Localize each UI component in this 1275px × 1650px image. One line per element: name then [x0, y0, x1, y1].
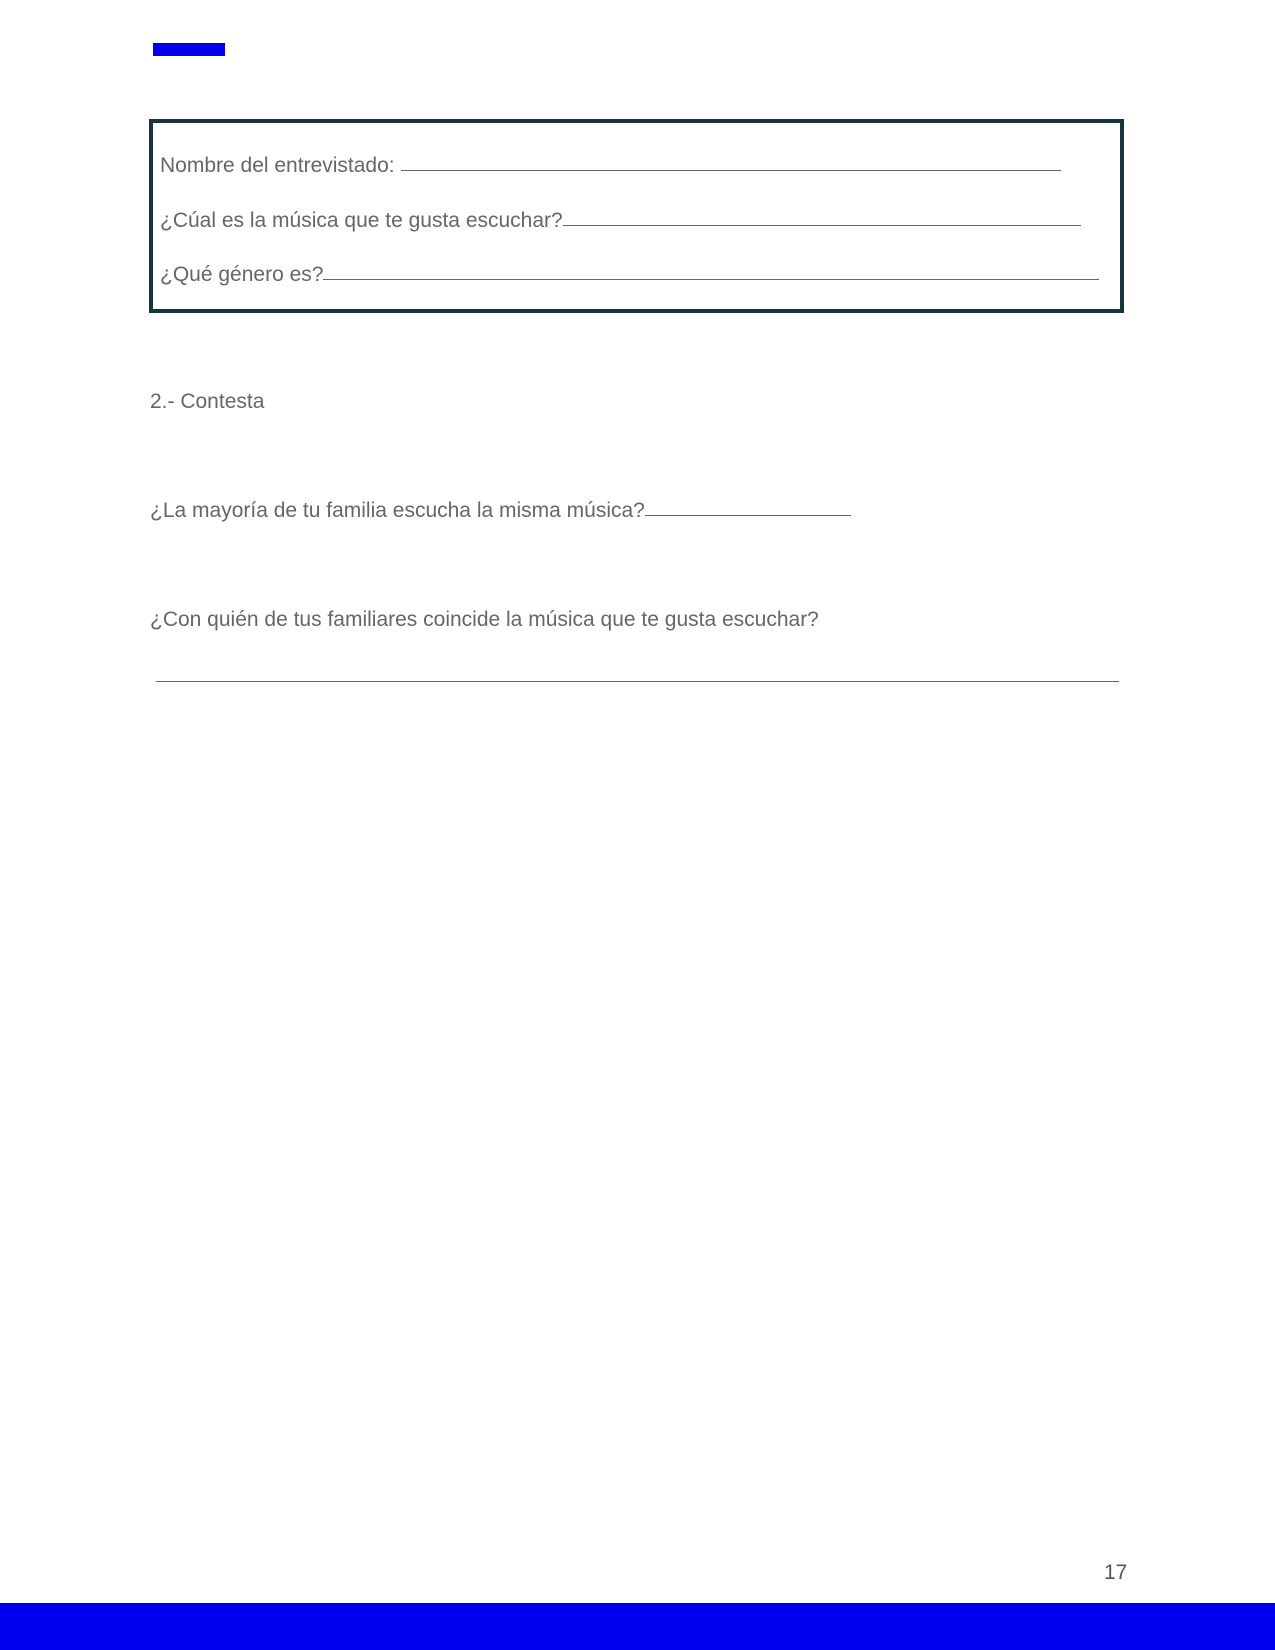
section-heading: 2.- Contesta [150, 390, 265, 413]
genre-question: ¿Qué género es? [160, 263, 324, 286]
interviewee-name-blank[interactable] [401, 169, 1061, 171]
favorite-music-question: ¿Cúal es la música que te gusta escuchar? [160, 209, 563, 232]
shared-music-answer-line[interactable] [156, 681, 1119, 682]
genre-row [160, 263, 1099, 287]
page-number: 17 [1104, 1561, 1128, 1584]
family-music-question: ¿La mayoría de tu familia escucha la misma música? [150, 499, 645, 522]
interviewee-name-row [160, 154, 1061, 178]
family-music-question-row [150, 499, 851, 523]
shared-music-question-row [150, 608, 819, 632]
bottom-accent-bar [0, 1603, 1275, 1650]
favorite-music-blank[interactable] [563, 224, 1081, 226]
favorite-music-row [160, 209, 1081, 233]
family-music-blank[interactable] [645, 514, 851, 516]
top-accent-bar [153, 43, 225, 56]
shared-music-question: ¿Con quién de tus familiares coincide la música que te gusta escuchar? [150, 608, 819, 631]
interviewee-name-label: Nombre del entrevistado: [160, 154, 395, 177]
genre-blank[interactable] [323, 278, 1099, 280]
